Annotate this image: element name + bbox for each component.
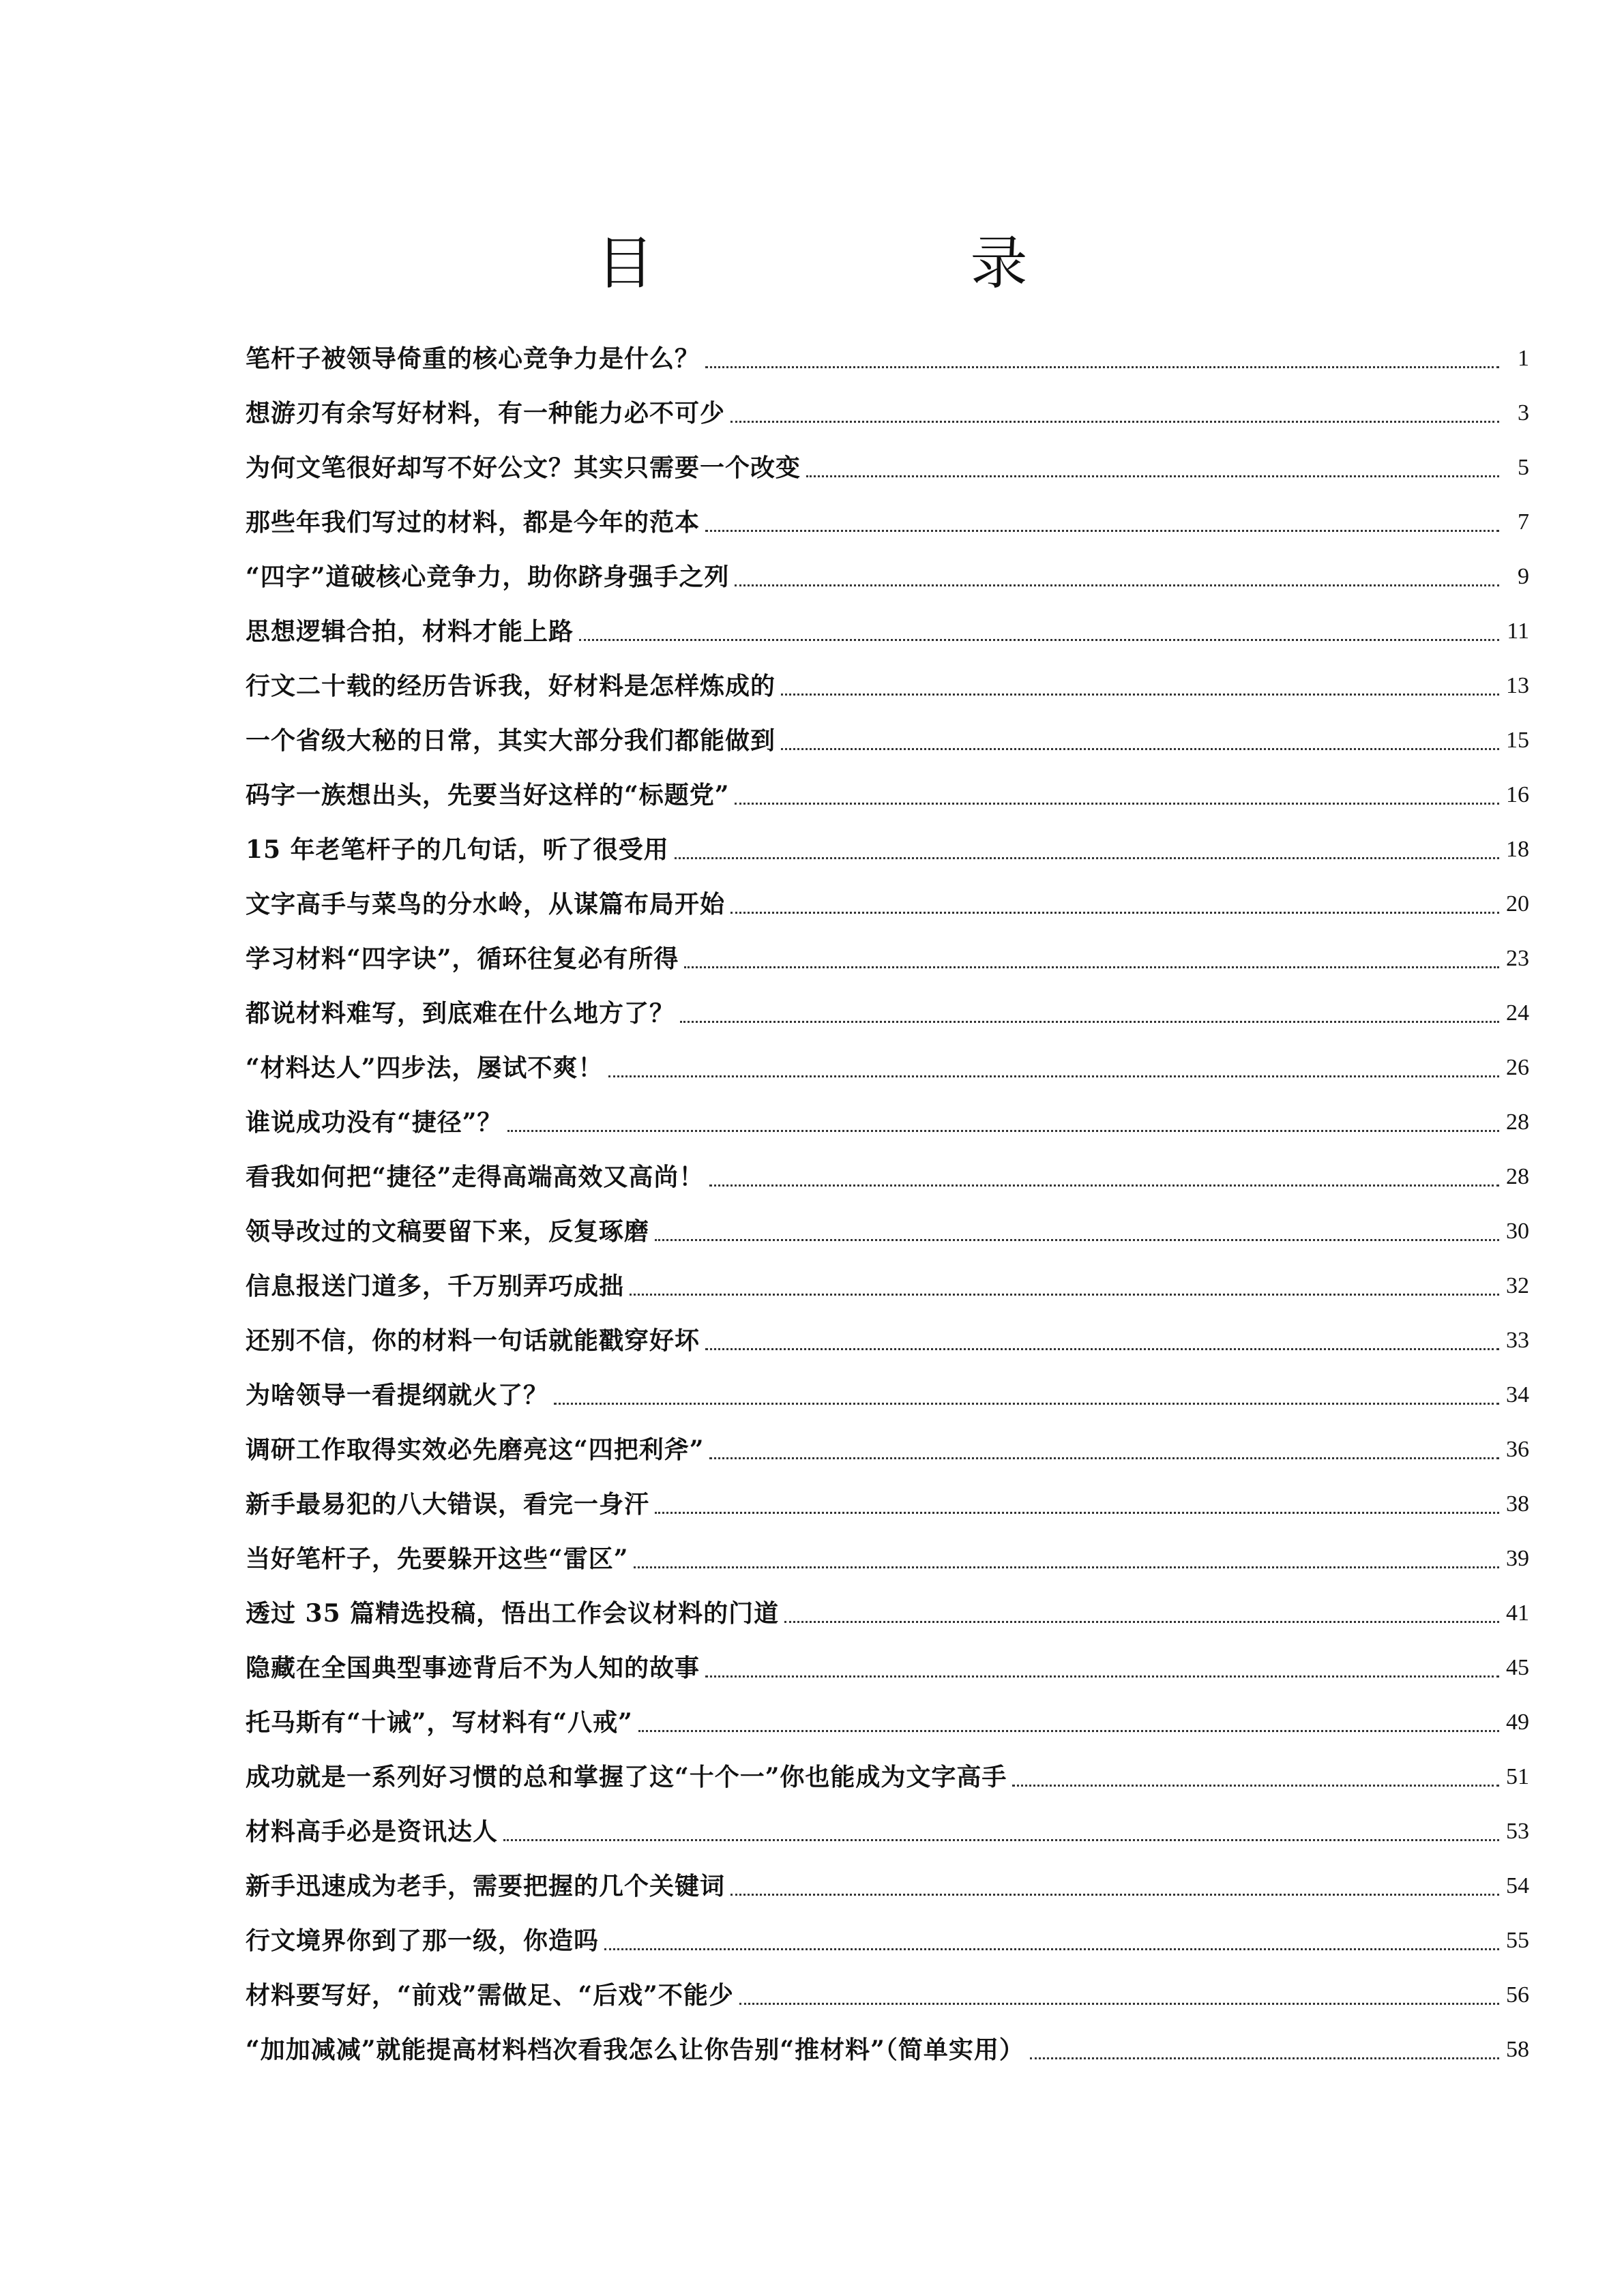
toc-page-number: 45 [1506, 1655, 1529, 1680]
toc-page-number: 3 [1518, 400, 1529, 426]
toc-dot-leader [638, 1730, 1499, 1732]
toc-page-number: 24 [1506, 1000, 1529, 1026]
toc-dot-leader [735, 584, 1499, 586]
toc-page-number: 53 [1506, 1819, 1529, 1844]
toc-page-number: 36 [1506, 1437, 1529, 1462]
toc-entry[interactable] [246, 379, 1529, 434]
table-of-contents [246, 325, 1529, 2070]
toc-page-number: 9 [1518, 564, 1529, 589]
toc-entry[interactable] [246, 1307, 1529, 1361]
toc-entry-title: 当好笔杆子，先要躲开这些“雷区” [246, 1545, 629, 1573]
toc-entry-title: 文字高手与菜鸟的分水岭，从谋篇布局开始 [246, 890, 726, 919]
toc-page-number: 13 [1506, 673, 1529, 698]
toc-page-number: 7 [1518, 509, 1529, 535]
toc-entry-title: 码字一族想出头，先要当好这样的“标题党” [246, 781, 730, 809]
toc-dot-leader [709, 1457, 1499, 1459]
toc-entry[interactable] [246, 1252, 1529, 1307]
toc-dot-leader [730, 1894, 1499, 1896]
page-title: 目 录 [596, 230, 1157, 297]
toc-entry-title: 透过 35 篇精选投稿，悟出工作会议材料的门道 [246, 1599, 780, 1628]
toc-entry-title: 托马斯有“十诫”，写材料有“八戒” [246, 1708, 633, 1737]
toc-dot-leader [730, 912, 1499, 914]
toc-dot-leader [709, 1184, 1499, 1187]
toc-entry[interactable] [246, 1143, 1529, 1197]
toc-entry-title: 成功就是一系列好习惯的总和掌握了这“十个一”你也能成为文字高手 [246, 1763, 1007, 1791]
toc-entry-title: 笔杆子被领导倚重的核心竞争力是什么？ [246, 344, 700, 373]
toc-page-number: 23 [1506, 946, 1529, 971]
toc-dot-leader [705, 1675, 1499, 1678]
toc-page-number: 32 [1506, 1273, 1529, 1298]
toc-entry-title: 那些年我们写过的材料，都是今年的范本 [246, 508, 700, 537]
toc-entry[interactable] [246, 706, 1529, 761]
toc-page-number: 56 [1506, 1982, 1529, 2008]
toc-entry[interactable] [246, 1852, 1529, 1907]
toc-dot-leader [705, 530, 1499, 532]
toc-dot-leader [507, 1130, 1499, 1132]
toc-entry[interactable] [246, 1579, 1529, 1634]
toc-entry[interactable] [246, 1798, 1529, 1852]
toc-page-number: 55 [1506, 1928, 1529, 1953]
toc-entry-title: 还别不信，你的材料一句话就能戳穿好坏 [246, 1326, 700, 1355]
toc-dot-leader [604, 1948, 1499, 1950]
toc-page-number: 20 [1506, 891, 1529, 916]
toc-dot-leader [675, 857, 1499, 859]
toc-dot-leader [735, 803, 1499, 805]
toc-entry[interactable] [246, 543, 1529, 597]
toc-page-number: 1 [1518, 346, 1529, 371]
toc-entry-title: 学习材料“四字诀”，循环往复必有所得 [246, 944, 679, 973]
toc-entry[interactable] [246, 979, 1529, 1034]
toc-entry[interactable] [246, 1416, 1529, 1470]
toc-page-number: 41 [1506, 1600, 1529, 1626]
toc-entry-title: 为何文笔很好却写不好公文？其实只需要一个改变 [246, 453, 801, 482]
toc-dot-leader [730, 421, 1499, 423]
toc-page-number: 49 [1506, 1710, 1529, 1735]
toc-page-number: 16 [1506, 782, 1529, 807]
toc-entry-title: “加加减减”就能提高材料档次看我怎么让你告别“推材料”（简单实用） [246, 2036, 1024, 2064]
toc-entry[interactable] [246, 652, 1529, 706]
toc-page-number: 39 [1506, 1546, 1529, 1571]
toc-entry[interactable] [246, 1197, 1529, 1252]
toc-dot-leader [1012, 1785, 1499, 1787]
toc-entry-title: 信息报送门道多，千万别弄巧成拙 [246, 1272, 625, 1300]
toc-dot-leader [680, 1021, 1499, 1023]
toc-dot-leader [781, 694, 1499, 696]
toc-entry-title: 新手最易犯的八大错误，看完一身汗 [246, 1490, 650, 1519]
toc-dot-leader [503, 1839, 1499, 1841]
toc-dot-leader [705, 366, 1499, 368]
toc-page-number: 34 [1506, 1382, 1529, 1407]
toc-page-number: 28 [1506, 1164, 1529, 1189]
toc-entry[interactable] [246, 816, 1529, 870]
toc-page-number: 11 [1507, 618, 1529, 644]
toc-entry-title: “四字”道破核心竞争力，助你跻身强手之列 [246, 563, 730, 591]
toc-page-number: 18 [1506, 837, 1529, 862]
toc-entry-title: 思想逻辑合拍，材料才能上路 [246, 617, 574, 646]
toc-dot-leader [781, 748, 1499, 750]
toc-entry-title: “材料达人”四步法，屡试不爽！ [246, 1054, 604, 1082]
toc-entry-title: 谁说成功没有“捷径”？ [246, 1108, 503, 1137]
toc-dot-leader [684, 966, 1499, 968]
toc-entry[interactable] [246, 1743, 1529, 1798]
toc-dot-leader [630, 1294, 1499, 1296]
toc-entry[interactable] [246, 488, 1529, 543]
toc-entry-title: 材料高手必是资讯达人 [246, 1817, 499, 1846]
toc-entry-title: 领导改过的文稿要留下来，反复琢磨 [246, 1217, 650, 1246]
toc-dot-leader [655, 1239, 1499, 1241]
toc-entry[interactable] [246, 761, 1529, 816]
toc-entry-title: 行文二十载的经历告诉我，好材料是怎样炼成的 [246, 672, 776, 700]
toc-entry-title: 行文境界你到了那一级，你造吗 [246, 1926, 600, 1955]
toc-page-number: 28 [1506, 1109, 1529, 1135]
toc-entry[interactable] [246, 1361, 1529, 1416]
toc-entry[interactable] [246, 434, 1529, 488]
toc-entry-title: 15 年老笔杆子的几句话，听了很受用 [246, 835, 669, 864]
toc-page-number: 26 [1506, 1055, 1529, 1080]
toc-entry[interactable] [246, 1634, 1529, 1688]
toc-entry[interactable] [246, 1907, 1529, 1961]
toc-page-number: 15 [1506, 728, 1529, 753]
toc-page-number: 38 [1506, 1491, 1529, 1517]
toc-dot-leader [784, 1621, 1499, 1623]
toc-entry-title: 为啥领导一看提纲就火了？ [246, 1381, 549, 1410]
toc-dot-leader [739, 2003, 1499, 2005]
toc-entry[interactable] [246, 325, 1529, 379]
toc-dot-leader [554, 1403, 1499, 1405]
toc-dot-leader [806, 475, 1499, 477]
toc-entry[interactable] [246, 2016, 1529, 2070]
toc-entry[interactable] [246, 597, 1529, 652]
toc-dot-leader [634, 1566, 1499, 1568]
toc-entry-title: 隐藏在全国典型事迹背后不为人知的故事 [246, 1654, 700, 1682]
toc-entry-title: 材料要写好，“前戏”需做足、“后戏”不能少 [246, 1981, 734, 2010]
toc-dot-leader [655, 1512, 1499, 1514]
toc-entry[interactable] [246, 1470, 1529, 1525]
toc-page-number: 51 [1506, 1764, 1529, 1789]
toc-entry-title: 都说材料难写，到底难在什么地方了？ [246, 999, 675, 1028]
toc-entry-title: 看我如何把“捷径”走得高端高效又高尚！ [246, 1163, 705, 1191]
toc-dot-leader [1030, 2057, 1499, 2059]
toc-page-number: 33 [1506, 1328, 1529, 1353]
toc-page-number: 5 [1518, 455, 1529, 480]
toc-entry-title: 新手迅速成为老手，需要把握的几个关键词 [246, 1872, 726, 1900]
toc-entry[interactable] [246, 1961, 1529, 2016]
toc-entry[interactable] [246, 925, 1529, 979]
toc-dot-leader [608, 1075, 1499, 1077]
toc-page-number: 54 [1506, 1873, 1529, 1898]
toc-entry-title: 一个省级大秘的日常，其实大部分我们都能做到 [246, 726, 776, 755]
toc-entry[interactable] [246, 870, 1529, 925]
toc-entry-title: 想游刃有余写好材料，有一种能力必不可少 [246, 399, 726, 428]
toc-entry[interactable] [246, 1525, 1529, 1579]
toc-entry-title: 调研工作取得实效必先磨亮这“四把利斧” [246, 1435, 705, 1464]
toc-page-number: 58 [1506, 2037, 1529, 2062]
toc-entry[interactable] [246, 1088, 1529, 1143]
toc-entry[interactable] [246, 1688, 1529, 1743]
toc-dot-leader [579, 639, 1499, 641]
toc-dot-leader [705, 1348, 1499, 1350]
toc-page-number: 30 [1506, 1219, 1529, 1244]
toc-entry[interactable] [246, 1034, 1529, 1088]
